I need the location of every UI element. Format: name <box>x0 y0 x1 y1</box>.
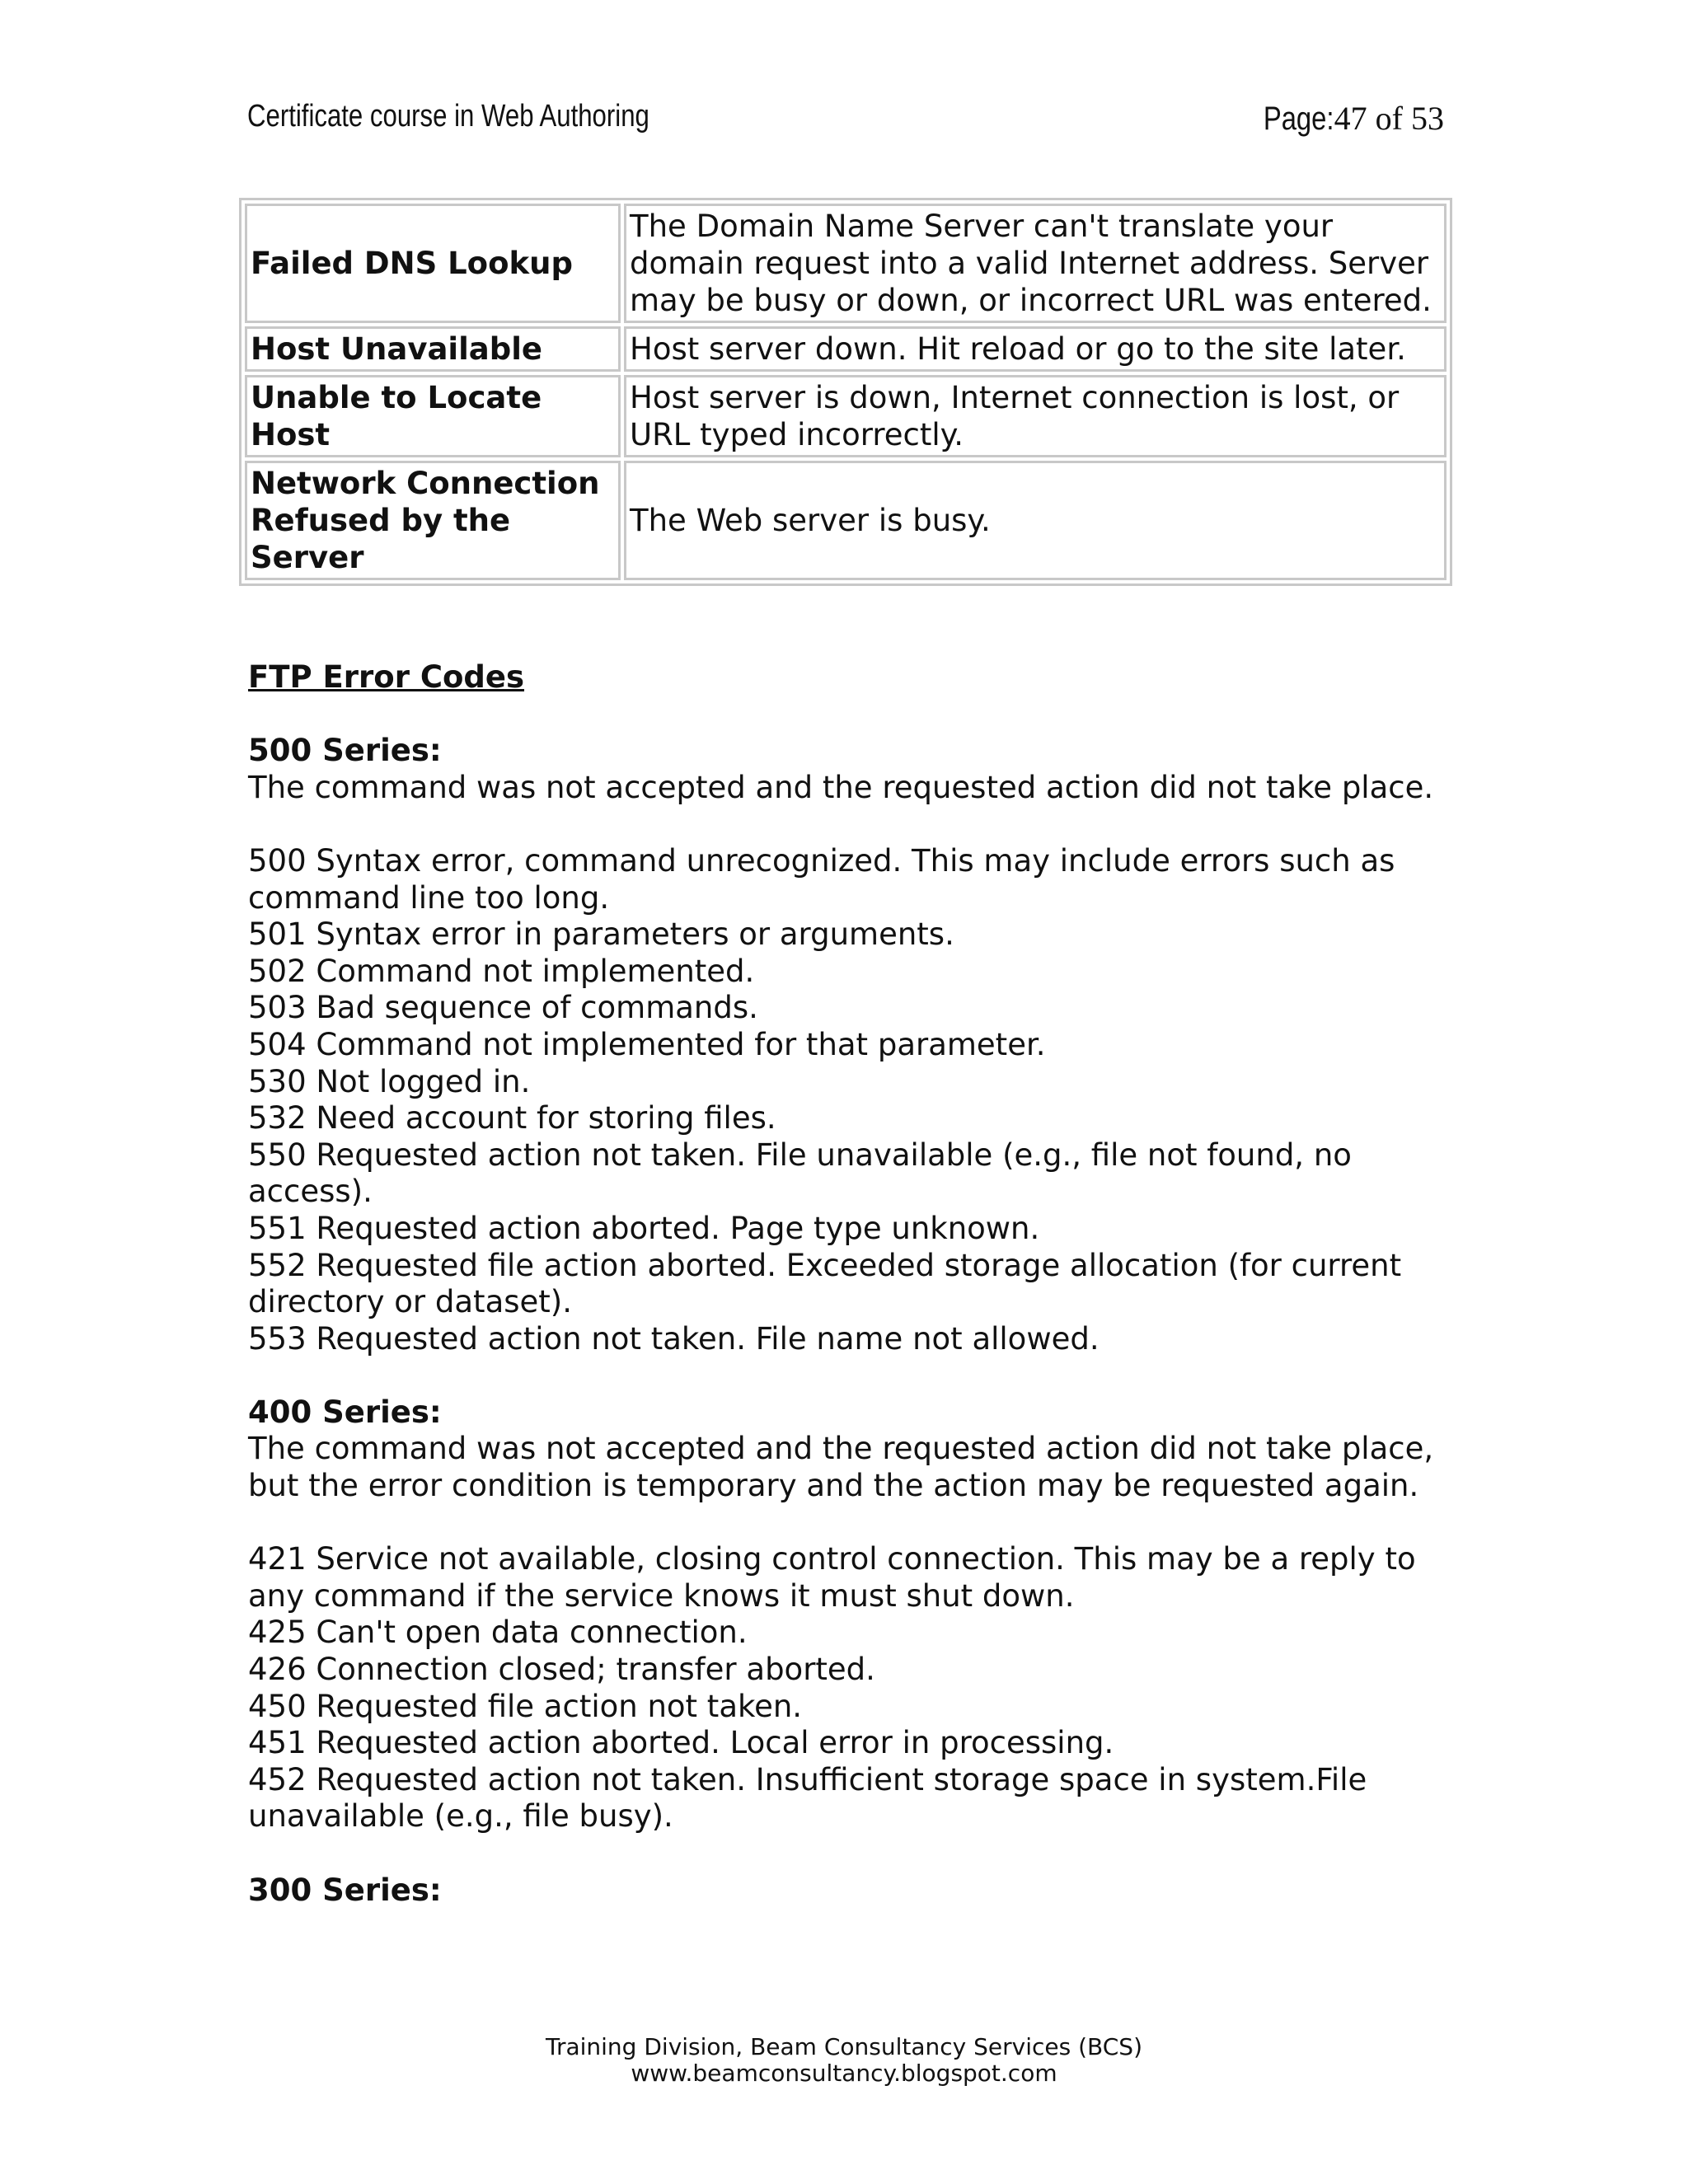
error-term: Failed DNS Lookup <box>245 204 621 323</box>
section-title: FTP Error Codes <box>248 659 525 695</box>
footer-organization: Training Division, Beam Consultancy Services (BCS) <box>545 2033 1143 2060</box>
page-label: Page: <box>1263 101 1334 137</box>
code-line: 550 Requested action not taken. File unavailable (e.g., file not found, no access). <box>248 1137 1352 1210</box>
code-line: 426 Connection closed; transfer aborted. <box>248 1652 875 1688</box>
error-description: The Domain Name Server can't translate your domain request into a valid Internet address. Server may be busy or down, or incorrect URL was entered. <box>624 204 1447 323</box>
series-300-title: 300 Series: <box>248 1872 442 1908</box>
code-line: 452 Requested action not taken. Insufficient storage space in system.File unavailable (e.g., file busy). <box>248 1761 1367 1835</box>
error-term: Host Unavailable <box>245 326 621 372</box>
error-description: Host server is down, Internet connection is lost, or URL typed incorrectly. <box>624 375 1447 457</box>
error-description: The Web server is busy. <box>624 461 1447 580</box>
table-row <box>245 326 1447 372</box>
code-line: 450 Requested file action not taken. <box>248 1688 803 1724</box>
header-page-indicator <box>1248 99 1444 138</box>
code-line: 551 Requested action aborted. Page type unknown. <box>248 1210 1040 1246</box>
code-line: 532 Need account for storing files. <box>248 1100 776 1137</box>
code-line: 421 Service not available, closing control connection. This may be a reply to any command if the service knows it must shut down. <box>248 1541 1416 1614</box>
footer-website: www.beamconsultancy.blogspot.com <box>631 2060 1057 2087</box>
series-400-title: 400 Series: <box>248 1394 442 1430</box>
code-line: 502 Command not implemented. <box>248 953 755 989</box>
series-500-title: 500 Series: <box>248 733 442 769</box>
code-line: 425 Can't open data connection. <box>248 1615 748 1651</box>
table-row <box>245 204 1447 323</box>
error-description: Host server down. Hit reload or go to the site later. <box>624 326 1447 372</box>
code-line: 552 Requested file action aborted. Exceeded storage allocation (for current directory or dataset). <box>248 1247 1402 1320</box>
error-term: Network Connection Refused by the Server <box>245 461 621 580</box>
code-line: 500 Syntax error, command unrecognized. This may include errors such as command line too long. <box>248 842 1395 916</box>
code-line: 530 Not logged in. <box>248 1063 531 1099</box>
code-line: 504 Command not implemented for that parameter. <box>248 1026 1046 1062</box>
code-line: 451 Requested action aborted. Local error in processing. <box>248 1725 1114 1761</box>
page-number: 47 of 53 <box>1334 100 1444 137</box>
header-course-title: Certificate course in Web Authoring <box>247 99 649 134</box>
series-500-intro: The command was not accepted and the requested action did not take place. <box>248 769 1434 805</box>
code-line: 501 Syntax error in parameters or arguments. <box>248 916 954 953</box>
code-line: 553 Requested action not taken. File name not allowed. <box>248 1320 1100 1357</box>
error-term: Unable to Locate Host <box>245 375 621 457</box>
page-footer <box>0 2034 1688 2087</box>
browser-error-table <box>239 198 1452 586</box>
table-row <box>245 375 1447 457</box>
table-row <box>245 461 1447 580</box>
series-400-intro: The command was not accepted and the requested action did not take place, but the error condition is temporary and the action may be requested again. <box>248 1431 1434 1504</box>
code-line: 503 Bad sequence of commands. <box>248 990 758 1026</box>
ftp-error-codes-section <box>248 659 1443 1909</box>
